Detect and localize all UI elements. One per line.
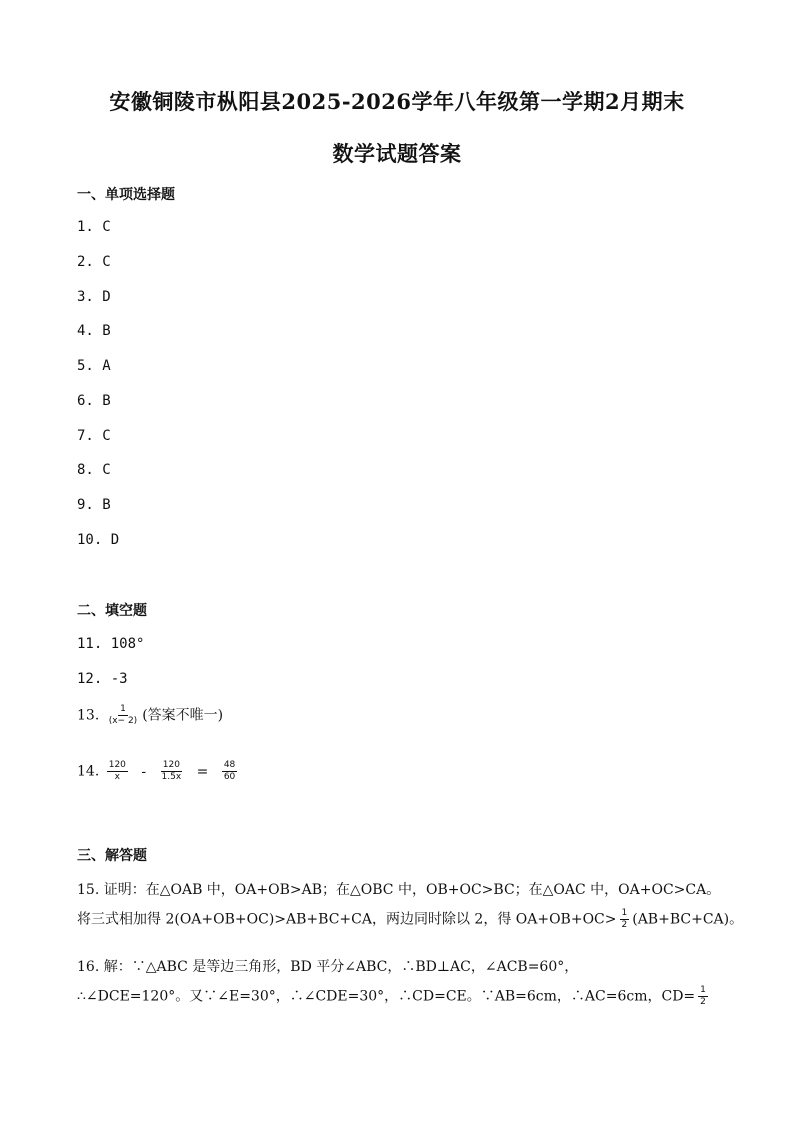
answer-4: 4. B xyxy=(77,323,111,339)
section-heading-choice: 一、单项选择题 xyxy=(77,187,175,203)
answer-3: 3. D xyxy=(77,289,111,305)
answer-11: 11. 108° xyxy=(77,636,145,652)
fraction: $\frac{120}{x}$ xyxy=(108,760,126,782)
answer-16-line-2: ∴∠DCE=120°。又∵∠E=30°，∴∠CDE=30°，∴CD=CE。∵AB=6cm，∴AC=6cm，CD= $\frac{1}{2}$ xyxy=(77,985,706,1007)
answer-9: 9. B xyxy=(77,497,111,513)
answer-14: 14. $\frac{120}{x}$ - $\frac{120}{1.5x}$ = $\frac{48}{60}$ xyxy=(77,760,236,782)
fraction: $\frac{1}{(x- 2)}$ xyxy=(108,704,138,726)
answer-2: 2. C xyxy=(77,254,111,270)
answer-13: 13. $\frac{1}{(x- 2)}$ (答案不唯一) xyxy=(77,704,224,726)
section-heading-solve: 三、解答题 xyxy=(77,848,147,864)
answer-8: 8. C xyxy=(77,462,111,478)
title-line-2: 数学试题答案 xyxy=(332,141,462,166)
section-heading-fill: 二、填空题 xyxy=(77,603,147,619)
answer-6: 6. B xyxy=(77,393,111,409)
answer-5: 5. A xyxy=(77,358,111,374)
answer-15-line-1: 15. 证明：在△OAB 中，OA+OB>AB；在△OBC 中，OB+OC>BC；在△OAC 中，OA+OC>CA。 xyxy=(77,882,721,898)
answer-16-line-1: 16. 解：∵△ABC 是等边三角形，BD 平分∠ABC，∴BD⊥AC，∠ACB=60°， xyxy=(77,959,579,975)
fraction: $\frac{48}{60}$ xyxy=(223,760,236,782)
answer-7: 7. C xyxy=(77,428,111,444)
answer-15-line-2: 将三式相加得 2(OA+OB+OC)>AB+BC+CA，两边同时除以 2，得 OA+OB+OC> $\frac{1}{2}$ (AB+BC+CA)。 xyxy=(77,908,744,930)
fraction: $\frac{120}{1.5x}$ xyxy=(161,760,182,782)
answer-12: 12. -3 xyxy=(77,671,128,687)
answer-1: 1. C xyxy=(77,219,111,235)
fraction: $\frac{1}{2}$ xyxy=(700,985,706,1007)
title-line-1: 安徽铜陵市枞阳县2025-2026学年八年级第一学期2月期末 xyxy=(109,89,685,114)
answer-10: 10. D xyxy=(77,532,120,548)
fraction: $\frac{1}{2}$ xyxy=(621,908,628,930)
